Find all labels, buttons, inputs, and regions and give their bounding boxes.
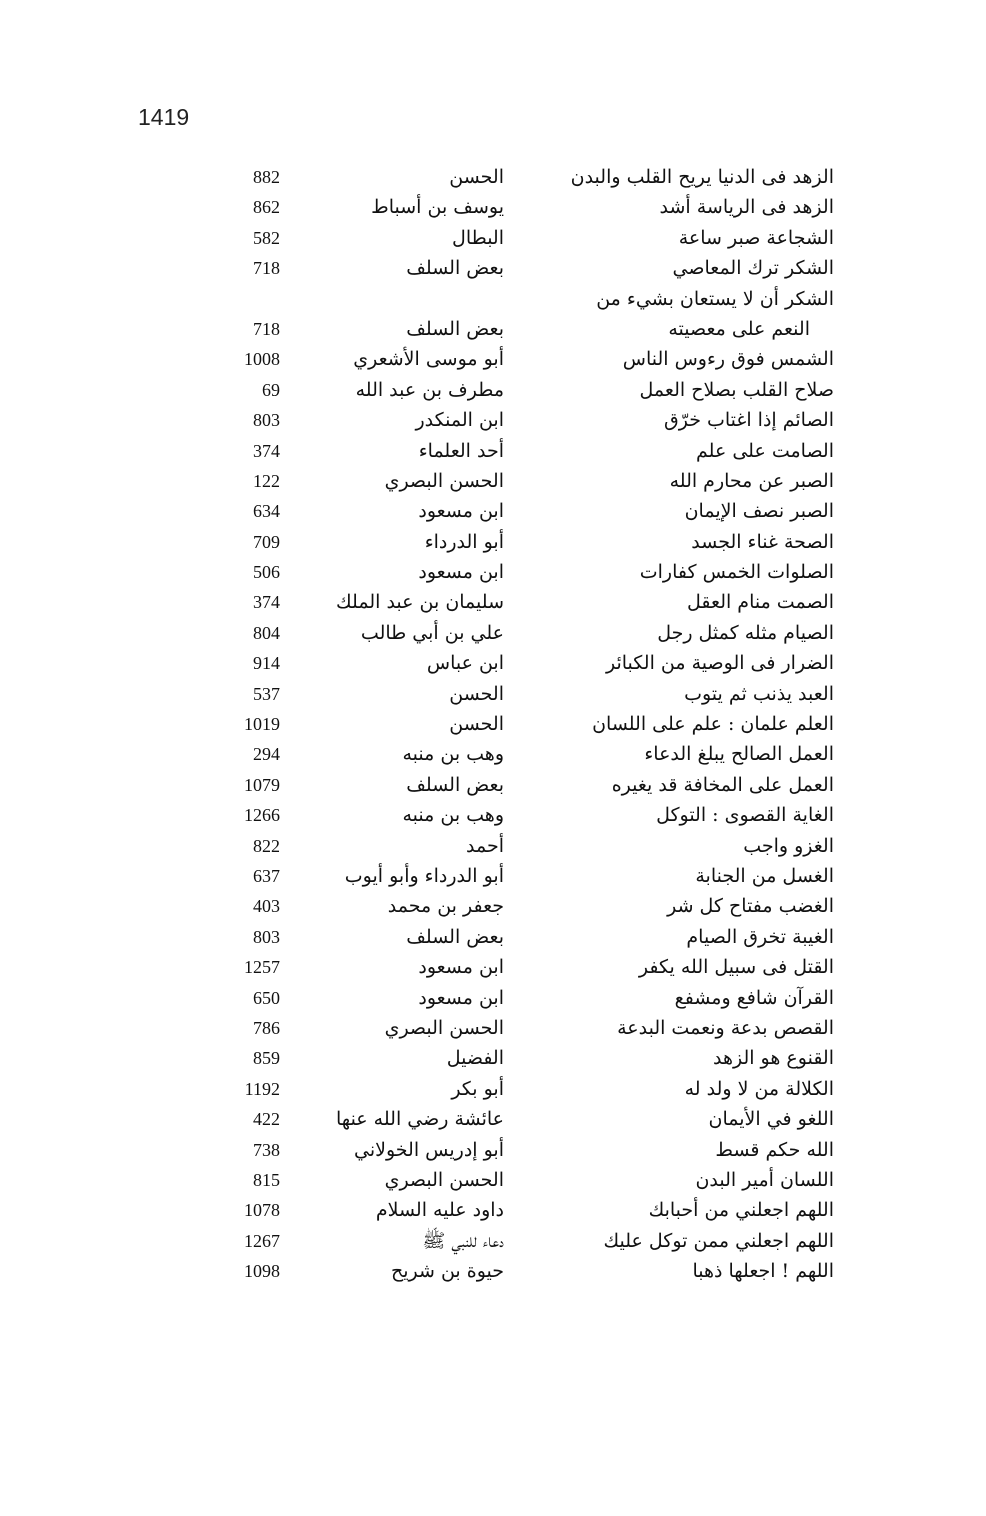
saying-text: الصيام مثله كمثل رجل [657, 621, 834, 644]
index-row [210, 831, 840, 861]
page-reference: 862 [253, 197, 280, 218]
index-row [210, 527, 840, 557]
index-row [210, 405, 840, 435]
narrator-name: أبو الدرداء [424, 530, 504, 553]
index-row [210, 800, 840, 830]
saying-text: اللهم اجعلني من أحبابك [648, 1199, 834, 1222]
index-row [210, 466, 840, 496]
page-reference: 1079 [244, 774, 280, 795]
page-reference: 69 [262, 379, 280, 400]
page-number: 1419 [138, 104, 190, 130]
page-reference: 634 [253, 501, 280, 522]
page-reference: 537 [253, 683, 280, 704]
narrator-name: وهب بن منبه [402, 743, 504, 766]
narrator-name: الحسن [449, 166, 504, 188]
saying-text: الصامت على علم [696, 439, 834, 462]
narrator-name: الحسن البصري [384, 1168, 504, 1191]
saying-text: الصبر نصف الإيمان [684, 500, 834, 523]
saying-text: الكلالة من لا ولد له [684, 1077, 834, 1100]
narrator-name: أبو الدرداء وأبو أيوب [344, 864, 504, 887]
index-row [210, 1013, 840, 1043]
saying-text: العلم علمان : علم على اللسان [592, 713, 834, 736]
index-row [210, 618, 840, 648]
index-row [210, 1135, 840, 1165]
saying-text: القرآن شافع ومشفع [674, 986, 834, 1009]
narrator-name: الحسن البصري [384, 469, 504, 492]
narrator-name: الحسن البصري [384, 1016, 504, 1039]
saying-text: الغسل من الجنابة [695, 864, 834, 887]
page-reference: 718 [253, 258, 280, 279]
index-row [210, 709, 840, 739]
page-reference: 374 [253, 440, 280, 461]
saying-text: الصبر عن محارم الله [669, 469, 834, 492]
saying-text: الله حكم قسط [715, 1138, 834, 1161]
page-reference: 403 [253, 896, 280, 917]
index-row [210, 496, 840, 526]
narrator-name: داود عليه السلام [375, 1199, 504, 1222]
narrator-name: ابن مسعود [418, 561, 504, 584]
page-reference: 1098 [244, 1261, 280, 1282]
index-row [210, 557, 840, 587]
page-reference: 650 [253, 987, 280, 1008]
narrator-name: ابن المنكدر [415, 409, 504, 432]
saying-text: القنوع هو الزهد [712, 1047, 834, 1070]
narrator-name: علي بن أبي طالب [360, 621, 504, 644]
index-row [210, 648, 840, 678]
saying-text: صلاح القلب بصلاح العمل [639, 378, 834, 401]
narrator-name: سليمان بن عبد الملك [336, 591, 504, 614]
index-row [210, 192, 840, 222]
index-row [210, 253, 840, 283]
page-reference: 422 [253, 1109, 280, 1130]
index-row [210, 284, 840, 314]
index-row [210, 1104, 840, 1134]
index-row [210, 679, 840, 709]
page-reference: 1257 [244, 957, 280, 978]
page-reference: 822 [253, 835, 280, 856]
page-reference: 122 [253, 470, 280, 491]
saying-text: القتل فى سبيل الله يكفر [638, 956, 834, 979]
index-table [210, 162, 840, 1286]
narrator-name: دعاء للنبي ﷺ [422, 1229, 504, 1252]
narrator-name: أبو إدريس الخولاني [354, 1138, 504, 1161]
index-row [210, 952, 840, 982]
narrator-name: بعض السلف [406, 317, 504, 340]
index-row [210, 587, 840, 617]
index-row [210, 344, 840, 374]
narrator-name: ابن عباس [426, 652, 504, 675]
saying-text: الغاية القصوى : التوكل [656, 804, 834, 827]
index-row [210, 1165, 840, 1195]
index-row [210, 770, 840, 800]
index-row [210, 1256, 840, 1286]
saying-text: العمل الصالح يبلغ الدعاء [644, 743, 834, 766]
saying-text: الشجاعة صبر ساعة [678, 226, 834, 249]
narrator-name: عائشة رضي الله عنها [336, 1108, 504, 1131]
saying-text: الغيبة تخرق الصيام [686, 925, 834, 948]
narrator-name: يوسف بن أسباط [371, 196, 504, 219]
page-reference: 294 [253, 744, 280, 765]
saying-text: اللهم اجعلني ممن توكل عليك [603, 1229, 834, 1252]
page-reference: 1192 [244, 1078, 280, 1099]
index-row [210, 1043, 840, 1073]
page-reference: 815 [253, 1169, 280, 1190]
page-reference: 803 [253, 926, 280, 947]
narrator-name: أحد العلماء [418, 439, 504, 462]
narrator-name: الحسن [449, 682, 504, 705]
index-row [210, 861, 840, 891]
page-reference: 914 [253, 653, 280, 674]
narrator-name: بعض السلف [406, 773, 504, 796]
page-reference: 1267 [244, 1230, 280, 1251]
narrator-name: حيوة بن شريح [390, 1260, 504, 1283]
saying-text: الغضب مفتاح كل شر [667, 895, 834, 918]
saying-text: الزهد فى الدنيا يريح القلب والبدن [570, 166, 834, 188]
saying-text: الغزو واجب [743, 834, 834, 857]
narrator-name: وهب بن منبه [402, 804, 504, 827]
saying-text: القصص بدعة ونعمت البدعة [617, 1016, 834, 1039]
index-row [210, 891, 840, 921]
narrator-name: ابن مسعود [418, 956, 504, 979]
index-row [210, 1074, 840, 1104]
index-row [210, 739, 840, 769]
narrator-name: البطال [452, 226, 504, 249]
saying-text: الصمت منام العقل [687, 591, 834, 614]
narrator-name: أبو موسى الأشعري [353, 348, 504, 371]
saying-text: اللهم ! اجعلها ذهبا [692, 1260, 834, 1283]
saying-text: اللسان أمير البدن [695, 1168, 834, 1191]
index-row [210, 922, 840, 952]
page-reference: 882 [253, 167, 280, 187]
narrator-name: بعض السلف [406, 257, 504, 280]
narrator-name: ابن مسعود [418, 986, 504, 1009]
saying-text: الصلوات الخمس كفارات [639, 561, 834, 584]
page-reference: 1078 [244, 1200, 280, 1221]
narrator-name: أحمد [466, 834, 504, 857]
narrator-name: أبو بكر [451, 1077, 504, 1100]
saying-text: اللغو في الأيمان [708, 1108, 834, 1131]
index-row [210, 436, 840, 466]
index-row [210, 375, 840, 405]
index-row [210, 162, 840, 192]
narrator-name: الفضيل [446, 1047, 504, 1070]
page-reference: 506 [253, 562, 280, 583]
page-reference: 709 [253, 531, 280, 552]
index-row [210, 314, 840, 344]
saying-text: العمل على المخافة قد يغيره [611, 773, 834, 796]
narrator-name: بعض السلف [406, 925, 504, 948]
page-reference: 786 [253, 1017, 280, 1038]
page-reference: 637 [253, 865, 280, 886]
saying-text: الشمس فوق رءوس الناس [622, 348, 834, 371]
narrator-name: جعفر بن محمد [387, 895, 504, 918]
narrator-name: الحسن [449, 713, 504, 736]
page-reference: 1019 [244, 714, 280, 735]
saying-text: الشكر ترك المعاصي [672, 257, 834, 280]
page-reference: 718 [253, 318, 280, 339]
page-reference: 1008 [244, 349, 280, 370]
saying-text: الضرار فى الوصية من الكبائر [606, 652, 834, 675]
index-row [210, 983, 840, 1013]
page-reference: 738 [253, 1139, 280, 1160]
page-reference: 374 [253, 592, 280, 613]
saying-text: الزهد فى الرياسة أشد [659, 196, 834, 219]
page-reference: 1266 [244, 805, 280, 826]
index-row [210, 1195, 840, 1225]
page-reference: 582 [253, 227, 280, 248]
saying-text: العبد يذنب ثم يتوب [684, 682, 834, 705]
page-reference: 859 [253, 1048, 280, 1069]
narrator-name: ابن مسعود [418, 500, 504, 523]
saying-text: الصحة غناء الجسد [691, 530, 834, 553]
page-reference: 804 [253, 622, 280, 643]
saying-text: النعم على معصيته [668, 317, 810, 340]
index-row [210, 1226, 840, 1256]
page-reference: 803 [253, 410, 280, 431]
index-row [210, 223, 840, 253]
narrator-name: مطرف بن عبد الله [355, 378, 504, 401]
saying-text: الصائم إذا اغتاب خرّق [664, 409, 834, 432]
saying-text: الشكر أن لا يستعان بشيء من [596, 287, 834, 310]
